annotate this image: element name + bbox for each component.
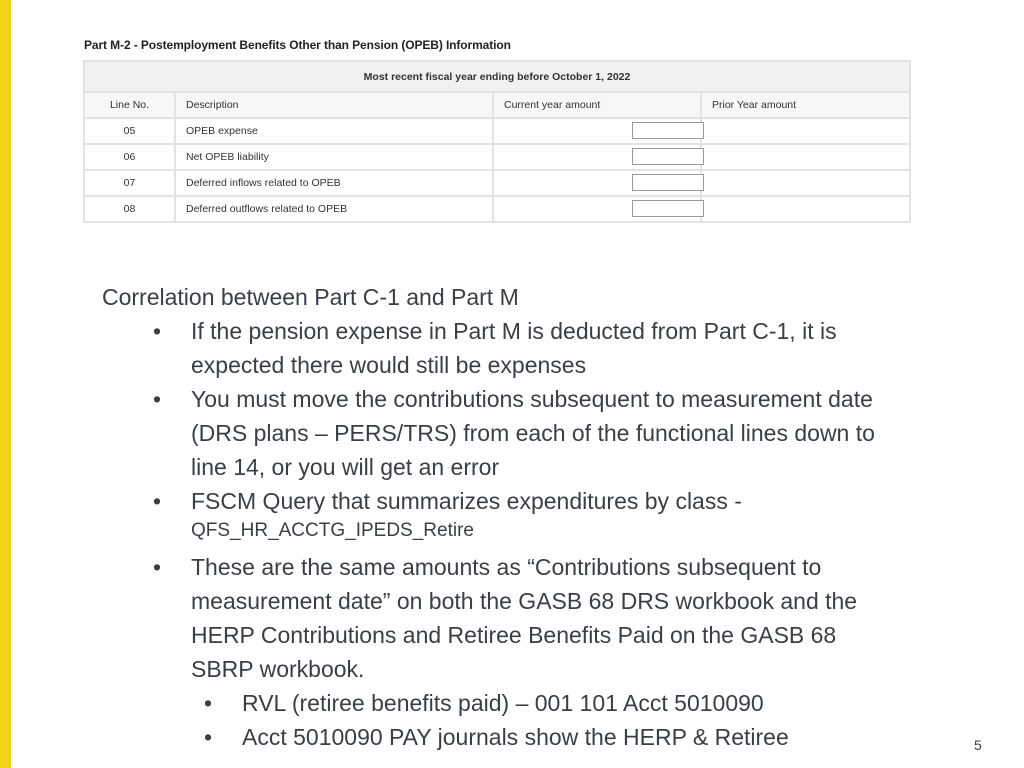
column-header-description: Description [175,92,493,118]
prior-year-cell [701,118,910,144]
bullet-glyph: • [204,690,213,716]
opeb-table [83,60,911,223]
current-year-cell [493,170,701,196]
bullet-item [102,484,911,550]
table-row [84,118,910,144]
current-year-amount-input[interactable] [632,200,704,217]
table-row [84,196,910,222]
query-name: QFS_HR_ACCTG_IPEDS_Retire [191,520,474,541]
sub-bullet-item [102,720,911,754]
bullet-item [102,382,911,484]
bullet-text: FSCM Query that summarizes expenditures by class - [191,488,742,514]
row-description: Deferred inflows related to OPEB [175,170,493,196]
table-row [84,170,910,196]
bullet-glyph: • [153,386,162,412]
line-number: 07 [84,170,175,196]
sub-bullet-text: RVL (retiree benefits paid) – 001 101 Acct 5010090 [242,690,764,716]
notes-bullets [102,314,911,686]
table-title: Part M-2 - Postemployment Benefits Other than Pension (OPEB) Information [84,38,511,52]
current-year-amount-input[interactable] [632,174,704,191]
bullet-item [102,550,891,686]
bullet-item [102,314,879,382]
current-year-amount-input[interactable] [632,148,704,165]
column-header-current-year: Current year amount [493,92,701,118]
line-number: 06 [84,144,175,170]
accent-bar [0,0,11,768]
prior-year-cell [701,170,910,196]
page-number: 5 [974,737,982,753]
bullet-text: These are the same amounts as “Contributions subsequent to measurement date” on both the GASB 68 DRS workbook and the HERP Contributions and Retiree Benefits Paid on the GASB 68 SBRP workbook. [191,554,858,682]
sub-bullet-item [102,686,911,720]
row-description: Net OPEB liability [175,144,493,170]
table-row [84,144,910,170]
prior-year-cell [701,196,910,222]
line-number: 08 [84,196,175,222]
bullet-glyph: • [153,488,162,514]
column-header-line-no: Line No. [84,92,175,118]
row-description: Deferred outflows related to OPEB [175,196,493,222]
notes-sub-bullets [102,686,911,754]
bullet-text: If the pension expense in Part M is deducted from Part C-1, it is expected there would still be expenses [191,318,837,378]
period-header: Most recent fiscal year ending before October 1, 2022 [84,61,910,92]
prior-year-cell [701,144,910,170]
current-year-cell [493,118,701,144]
line-number: 05 [84,118,175,144]
bullet-glyph: • [153,318,162,344]
notes-section [102,280,911,754]
sub-bullet-text: Acct 5010090 PAY journals show the HERP & Retiree [242,724,789,750]
current-year-cell [493,196,701,222]
current-year-amount-input[interactable] [632,122,704,139]
bullet-text: You must move the contributions subsequent to measurement date (DRS plans – PERS/TRS) from each of the functional lines down to line 14, or you will get an error [191,386,875,480]
current-year-cell [493,144,701,170]
row-description: OPEB expense [175,118,493,144]
notes-heading: Correlation between Part C-1 and Part M [102,284,519,310]
column-header-prior-year: Prior Year amount [701,92,910,118]
bullet-glyph: • [204,724,213,750]
bullet-glyph: • [153,554,162,580]
